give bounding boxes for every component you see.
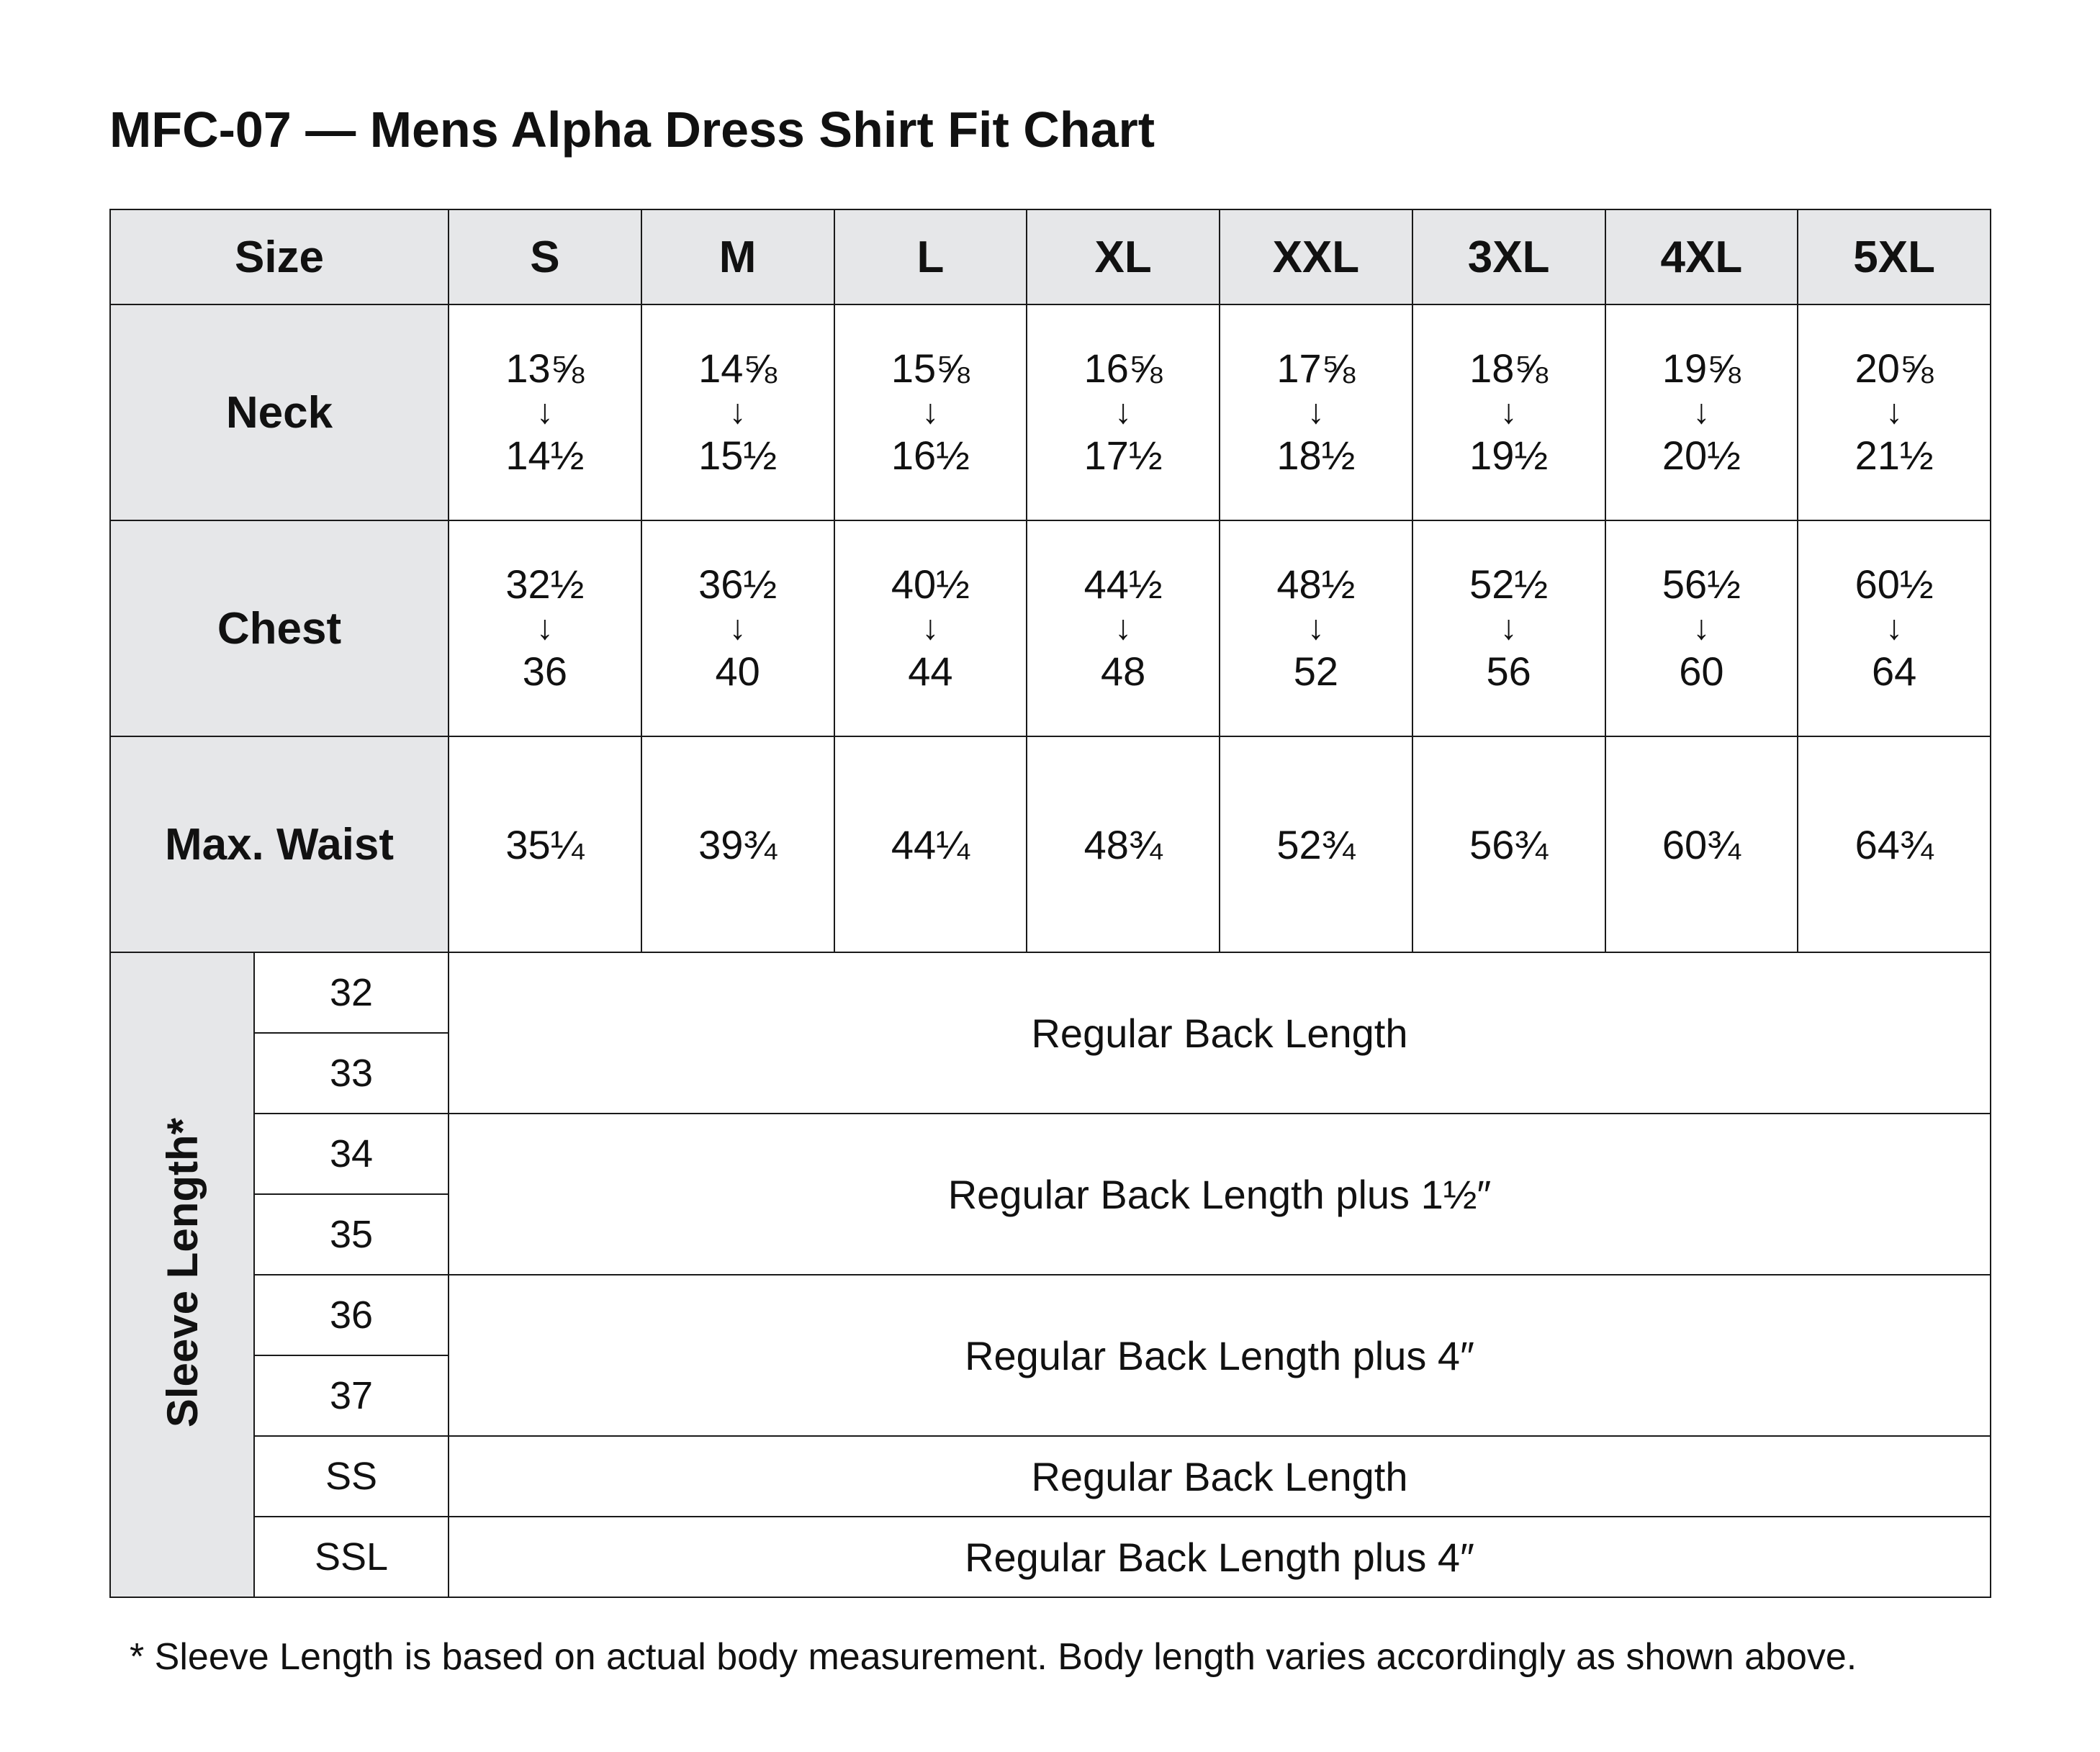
down-arrow-icon: ↓	[729, 392, 747, 431]
chest-from: 48½	[1276, 561, 1356, 607]
down-arrow-icon: ↓	[1307, 392, 1325, 431]
chest-to: 60	[1679, 649, 1724, 695]
chest-to: 48	[1100, 649, 1146, 695]
waist-value: 60¾	[1605, 736, 1798, 952]
waist-value: 44¼	[834, 736, 1027, 952]
back-length-cell: Regular Back Length plus 4″	[449, 1275, 1991, 1436]
footnote: * Sleeve Length is based on actual body measurement. Body length varies accordingly as shown above.	[130, 1636, 1857, 1678]
sleeve-row	[110, 952, 1991, 1033]
neck-to: 14½	[505, 433, 585, 479]
neck-from: 18⅝	[1469, 346, 1549, 391]
down-arrow-icon: ↓	[1500, 608, 1518, 647]
down-arrow-icon: ↓	[1885, 392, 1903, 431]
chest-to: 64	[1871, 649, 1917, 695]
waist-row	[110, 736, 1991, 952]
neck-value	[641, 304, 834, 520]
chest-to: 52	[1293, 649, 1339, 695]
neck-value	[834, 304, 1027, 520]
neck-value	[1220, 304, 1412, 520]
waist-value: 35¼	[449, 736, 641, 952]
chest-from: 36½	[698, 561, 778, 607]
sleeve-row	[110, 1517, 1991, 1597]
neck-to: 16½	[891, 433, 970, 479]
neck-from: 17⅝	[1276, 346, 1356, 391]
chest-from: 56½	[1662, 561, 1741, 607]
sleeve-value: SS	[254, 1436, 449, 1517]
down-arrow-icon: ↓	[921, 608, 939, 647]
fit-chart-table	[109, 209, 1991, 1598]
chest-to: 56	[1486, 649, 1531, 695]
sleeve-length-text: Sleeve Length*	[158, 1118, 207, 1428]
size-header-l: L	[834, 209, 1027, 304]
size-header-3xl: 3XL	[1412, 209, 1605, 304]
size-header-row	[110, 209, 1991, 304]
sleeve-value: 33	[254, 1033, 449, 1114]
sleeve-value: 32	[254, 952, 449, 1033]
sleeve-row	[110, 1436, 1991, 1517]
chest-value	[1027, 520, 1220, 736]
waist-value: 56¾	[1412, 736, 1605, 952]
chest-value	[1220, 520, 1412, 736]
size-header-5xl: 5XL	[1798, 209, 1991, 304]
down-arrow-icon: ↓	[1693, 392, 1711, 431]
sleeve-value: 34	[254, 1114, 449, 1194]
size-header-s: S	[449, 209, 641, 304]
waist-value: 64¾	[1798, 736, 1991, 952]
neck-to: 21½	[1855, 433, 1934, 479]
neck-value	[449, 304, 641, 520]
back-length-cell: Regular Back Length plus 1½″	[449, 1114, 1991, 1275]
down-arrow-icon: ↓	[1693, 608, 1711, 647]
neck-value	[1605, 304, 1798, 520]
size-header-xl: XL	[1027, 209, 1220, 304]
neck-to: 18½	[1276, 433, 1356, 479]
back-length-cell: Regular Back Length	[449, 1436, 1991, 1517]
waist-label: Max. Waist	[110, 736, 449, 952]
chest-value	[1605, 520, 1798, 736]
chest-value	[641, 520, 834, 736]
chest-value	[449, 520, 641, 736]
down-arrow-icon: ↓	[1307, 608, 1325, 647]
neck-to: 19½	[1469, 433, 1549, 479]
neck-value	[1027, 304, 1220, 520]
sleeve-length-label	[110, 952, 254, 1597]
down-arrow-icon: ↓	[1114, 608, 1132, 647]
neck-value	[1798, 304, 1991, 520]
sleeve-row	[110, 1114, 1991, 1194]
neck-to: 15½	[698, 433, 778, 479]
chest-from: 32½	[505, 561, 585, 607]
down-arrow-icon: ↓	[536, 392, 554, 431]
chest-from: 60½	[1855, 561, 1934, 607]
back-length-cell: Regular Back Length plus 4″	[449, 1517, 1991, 1597]
down-arrow-icon: ↓	[1885, 608, 1903, 647]
neck-from: 19⅝	[1662, 346, 1741, 391]
size-header-m: M	[641, 209, 834, 304]
neck-from: 13⅝	[505, 346, 585, 391]
waist-value: 39¾	[641, 736, 834, 952]
chest-to: 44	[908, 649, 953, 695]
neck-to: 20½	[1662, 433, 1741, 479]
neck-label: Neck	[110, 304, 449, 520]
chest-to: 40	[715, 649, 760, 695]
down-arrow-icon: ↓	[536, 608, 554, 647]
back-length-cell: Regular Back Length	[449, 952, 1991, 1114]
sleeve-value: SSL	[254, 1517, 449, 1597]
neck-from: 20⅝	[1855, 346, 1934, 391]
size-header-label: Size	[110, 209, 449, 304]
neck-value	[1412, 304, 1605, 520]
down-arrow-icon: ↓	[1500, 392, 1518, 431]
page-title: MFC-07 — Mens Alpha Dress Shirt Fit Chart	[109, 101, 1155, 158]
chest-value	[1798, 520, 1991, 736]
neck-from: 14⅝	[698, 346, 778, 391]
down-arrow-icon: ↓	[921, 392, 939, 431]
chest-to: 36	[522, 649, 568, 695]
neck-row	[110, 304, 1991, 520]
sleeve-value: 35	[254, 1194, 449, 1275]
chest-label: Chest	[110, 520, 449, 736]
neck-to: 17½	[1083, 433, 1163, 479]
waist-value: 52¾	[1220, 736, 1412, 952]
size-header-xxl: XXL	[1220, 209, 1412, 304]
waist-value: 48¾	[1027, 736, 1220, 952]
sleeve-value: 37	[254, 1355, 449, 1436]
neck-from: 15⅝	[891, 346, 970, 391]
down-arrow-icon: ↓	[1114, 392, 1132, 431]
chest-value	[834, 520, 1027, 736]
chest-from: 44½	[1083, 561, 1163, 607]
chest-row	[110, 520, 1991, 736]
down-arrow-icon: ↓	[729, 608, 747, 647]
sleeve-value: 36	[254, 1275, 449, 1355]
chest-from: 40½	[891, 561, 970, 607]
sleeve-row	[110, 1275, 1991, 1355]
size-header-4xl: 4XL	[1605, 209, 1798, 304]
neck-from: 16⅝	[1083, 346, 1163, 391]
chest-value	[1412, 520, 1605, 736]
chest-from: 52½	[1469, 561, 1549, 607]
